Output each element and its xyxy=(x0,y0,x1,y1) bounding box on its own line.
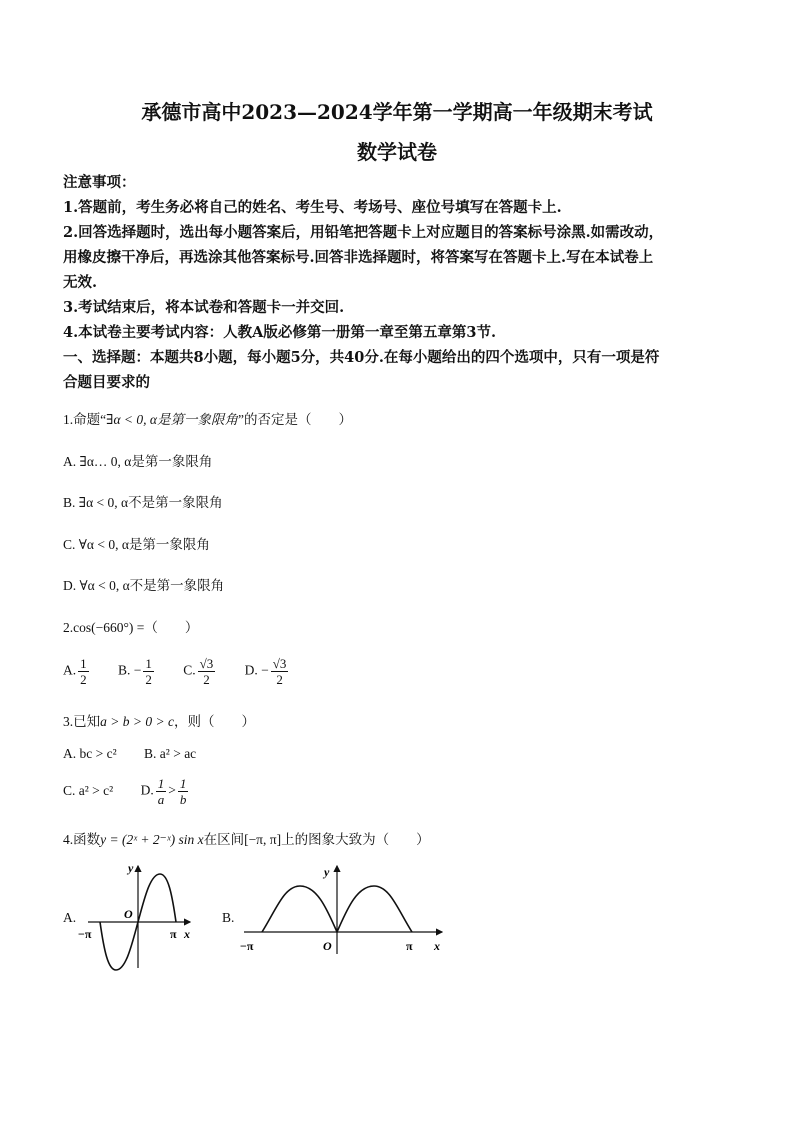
graph-b xyxy=(236,858,448,958)
note-2b: 用橡皮擦干净后，再选涂其他答案标号.回答非选择题时，将答案写在答题卡上.写在本试卷上 xyxy=(63,249,654,266)
graph-a-y-label: y xyxy=(128,861,134,875)
q1-option-d: D. ∀α < 0, α不是第一象限角 xyxy=(63,578,225,593)
graph-b-pos-pi: π xyxy=(406,939,413,953)
q3-d-right-frac xyxy=(178,776,189,807)
q2-d-label: D. − xyxy=(244,662,269,678)
q2-a-den: 2 xyxy=(80,672,87,687)
q2-stem-pre: 2. xyxy=(63,620,74,635)
q3-options-ab xyxy=(63,746,220,762)
q3-d-label: D. xyxy=(140,782,154,798)
instructions xyxy=(63,170,743,395)
notes-heading: 注意事项： xyxy=(63,174,136,191)
q3-d-op: > xyxy=(168,782,176,798)
note-2c: 无效. xyxy=(63,274,98,291)
q3-d-l-den: a xyxy=(157,792,165,807)
q4-stem-math: y = (2ˣ + 2⁻ˣ) sin x xyxy=(100,832,204,847)
section-1-heading-a: 一、选择题：本题共8小题，每小题5分，共40分.在每小题给出的四个选项中，只有一项是符 xyxy=(63,349,660,366)
graph-b-origin: O xyxy=(323,939,332,953)
graph-a-origin: O xyxy=(124,907,133,921)
graph-b-neg-pi: −π xyxy=(240,939,254,953)
q2-stem xyxy=(63,616,198,636)
q2-a-num: 1 xyxy=(80,656,87,671)
q2-c-frac xyxy=(198,656,216,687)
note-3: 3.考试结束后，将本试卷和答题卡一并交回. xyxy=(63,299,345,316)
q2-d-den: 2 xyxy=(276,672,283,687)
q3-options-cd xyxy=(63,776,214,807)
q2-a-label: A. xyxy=(63,662,77,678)
exam-subtitle: 数学试卷 xyxy=(357,140,437,164)
q3-d-l-num: 1 xyxy=(157,776,165,791)
q3-d-r-den: b xyxy=(179,792,187,807)
q2-option-c xyxy=(183,656,217,687)
q2-option-a xyxy=(63,656,91,687)
q4-stem xyxy=(63,828,430,848)
section-1-heading-b: 合题目要求的 xyxy=(63,374,150,391)
graph-b-x-label: x xyxy=(434,939,440,953)
graph-a-neg-pi: −π xyxy=(78,927,92,941)
note-4: 4.本试卷主要考试内容：人教A版必修第一册第一章至第五章第3节. xyxy=(63,324,497,341)
q2-d-frac xyxy=(271,656,289,687)
graph-a xyxy=(78,858,200,976)
q1-stem-pre: 1.命题“ xyxy=(63,412,107,427)
q1-option-a: A. ∃α… 0, α是第一象限角 xyxy=(63,454,213,469)
q2-b-label: B. − xyxy=(118,662,142,678)
note-2a: 2.回答选择题时，选出每小题答案后，用铅笔把答题卡上对应题目的答案标号涂黑.如需改动， xyxy=(63,224,664,241)
q2-option-d xyxy=(245,656,291,687)
q4-stem-post: 上的图象大致为（ ） xyxy=(281,832,430,847)
q1-stem xyxy=(63,408,352,428)
q3-stem-math: a > b > 0 > c xyxy=(100,714,174,729)
q1-option-b: B. ∃α < 0, α不是第一象限角 xyxy=(63,495,223,510)
q2-stem-math: cos(−660°) = xyxy=(73,620,145,635)
q2-c-label: C. xyxy=(183,662,196,678)
q2-option-b xyxy=(118,656,156,687)
q2-b-frac xyxy=(143,656,154,687)
q3-option-c: C. a² > c² xyxy=(63,782,114,798)
q2-stem-post: （ ） xyxy=(144,620,199,635)
q1-option-c: C. ∀α < 0, α是第一象限角 xyxy=(63,537,210,552)
q2-d-num: √3 xyxy=(272,656,287,671)
graph-a-label: A. xyxy=(63,910,77,925)
q3-stem-pre: 3.已知 xyxy=(63,714,101,729)
q3-option-d xyxy=(141,776,191,807)
q3-d-left-frac xyxy=(156,776,167,807)
graph-b-label: B. xyxy=(222,910,235,925)
exam-title: 承德市高中2023—2024学年第一学期高一年级期末考试 xyxy=(141,100,653,124)
q2-c-den: 2 xyxy=(203,672,210,687)
q2-options xyxy=(63,656,314,687)
q2-b-den: 2 xyxy=(145,672,152,687)
q3-stem xyxy=(63,710,255,730)
q4-stem-mid: 在区间 xyxy=(203,832,245,847)
q2-a-frac xyxy=(78,656,89,687)
q1-stem-math: ∃α < 0, α是第一象限角 xyxy=(106,412,238,427)
q4-stem-interval: [−π, π] xyxy=(244,832,282,847)
q3-stem-post: ，则（ ） xyxy=(173,714,255,729)
q2-b-num: 1 xyxy=(145,656,152,671)
q3-option-b: B. a² > ac xyxy=(144,746,197,761)
graph-a-pos-pi: π xyxy=(170,927,177,941)
q4-stem-pre: 4.函数 xyxy=(63,832,101,847)
q3-option-a: A. bc > c² xyxy=(63,746,117,761)
q2-c-num: √3 xyxy=(199,656,214,671)
q3-d-r-num: 1 xyxy=(179,776,187,791)
note-1: 1.答题前，考生务必将自己的姓名、考生号、考场号、座位号填写在答题卡上. xyxy=(63,199,562,216)
graph-a-x-label: x xyxy=(184,927,190,941)
graph-b-y-label: y xyxy=(324,865,330,879)
q1-stem-post: ”的否定是（ ） xyxy=(237,412,352,427)
